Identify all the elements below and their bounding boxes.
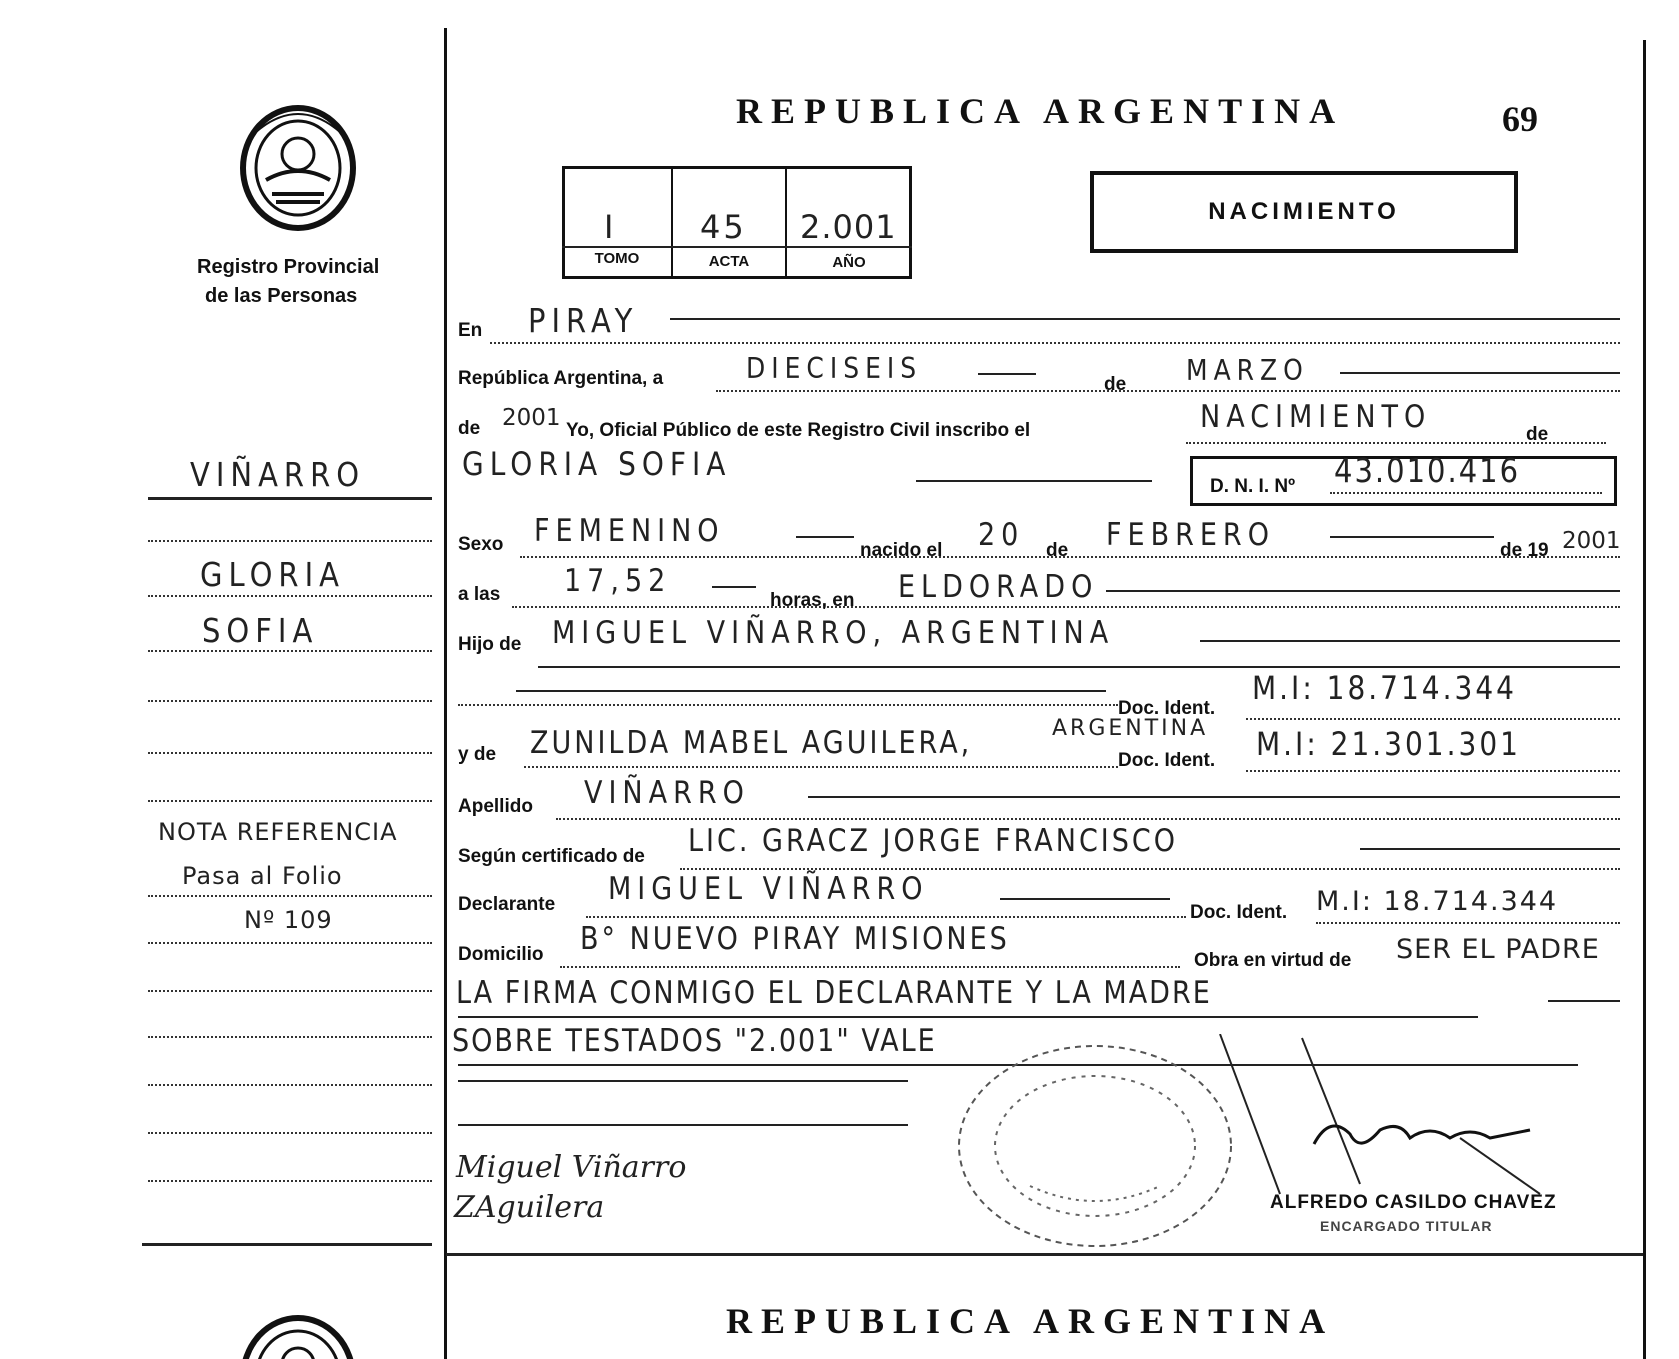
dotted-line	[680, 868, 1620, 870]
label-republica: República Argentina, a	[458, 368, 664, 389]
signature-father: Miguel Viñarro	[456, 1150, 687, 1185]
left-border-line	[444, 28, 447, 1359]
ano-label: AÑO	[832, 254, 866, 271]
dotted-line	[1246, 718, 1620, 720]
margin-bottom-rule	[142, 1243, 432, 1246]
official-stamp	[950, 1036, 1240, 1256]
margin-note-line1: NOTA REFERENCIA	[158, 818, 398, 846]
official-signature	[1210, 1034, 1570, 1204]
dotted-line	[520, 556, 1620, 558]
place-value: PIRAY	[528, 300, 639, 340]
label-hijo-de: Hijo de	[458, 634, 522, 655]
fill-line	[516, 690, 1106, 692]
fill-line	[458, 1016, 1478, 1018]
dotted-line	[1246, 770, 1620, 772]
surname-value: VIÑARRO	[584, 775, 750, 811]
margin-dotted-line	[148, 650, 432, 652]
label-domicilio: Domicilio	[458, 944, 544, 965]
footer-country-title: REPUBLICA ARGENTINA	[726, 1301, 1335, 1341]
address-value: B° NUEVO PIRAY MISIONES	[580, 921, 1010, 957]
month-value: MARZO	[1186, 353, 1309, 387]
acta-value: 45	[700, 208, 747, 246]
fill-line	[1340, 372, 1620, 374]
mother-nationality-value: ARGENTINA	[1052, 716, 1209, 741]
label-apellido: Apellido	[458, 796, 533, 817]
country-title: REPUBLICA ARGENTINA	[736, 91, 1345, 131]
remarks-line-2: SOBRE TESTADOS "2.001" VALE	[452, 1023, 937, 1059]
label-en: En	[458, 320, 483, 341]
margin-note-line3: Nº 109	[244, 906, 333, 934]
ano-value: 2.001	[800, 208, 897, 246]
fill-line	[808, 796, 1620, 798]
fill-line	[916, 480, 1152, 482]
record-type: NACIMIENTO	[1208, 198, 1400, 225]
margin-surname-rule	[148, 497, 432, 500]
birth-month-value: FEBRERO	[1106, 517, 1275, 553]
margin-dotted-line	[148, 990, 432, 992]
acta-label: ACTA	[708, 253, 750, 270]
label-doc-ident-1: Doc. Ident.	[1118, 698, 1216, 719]
label-de: de	[1104, 374, 1127, 395]
fill-line	[978, 373, 1036, 375]
provincial-seal-bottom	[236, 1312, 360, 1359]
dotted-line	[556, 818, 1620, 820]
fill-line	[458, 1080, 908, 1082]
label-yo-oficial: Yo, Oficial Público de este Registro Civil inscribo el	[566, 420, 1031, 441]
registry-name-line1: Registro Provincial	[197, 256, 380, 278]
tomo-label: TOMO	[594, 250, 640, 267]
margin-dotted-line	[148, 540, 432, 542]
dotted-line	[512, 606, 1620, 608]
fill-line	[1330, 536, 1494, 538]
father-value: MIGUEL VIÑARRO, ARGENTINA	[552, 615, 1115, 651]
provincial-seal	[236, 102, 360, 234]
label-horas-en: horas, en	[770, 590, 855, 611]
margin-dotted-line	[148, 800, 432, 802]
fill-line	[1000, 898, 1170, 900]
birth-day-value: 20	[978, 517, 1025, 553]
label-a-las: a las	[458, 584, 501, 605]
fill-line	[538, 666, 1620, 668]
margin-given-name-1: GLORIA	[200, 554, 345, 594]
fill-line	[1200, 640, 1620, 642]
label-de-birth: de	[1046, 540, 1069, 561]
year-value: 2001	[502, 405, 561, 431]
label-dni: D. N. I. Nº	[1210, 476, 1296, 497]
fill-line	[796, 536, 854, 538]
label-sexo: Sexo	[458, 534, 504, 555]
margin-dotted-line	[148, 700, 432, 702]
dni-value: 43.010.416	[1334, 450, 1521, 490]
dotted-line	[524, 766, 1118, 768]
label-y-de: y de	[458, 744, 497, 765]
signature-mother: ZAguilera	[454, 1190, 605, 1225]
record-box-divider	[785, 166, 787, 279]
official-title: ENCARGADO TITULAR	[1320, 1218, 1493, 1234]
margin-dotted-line	[148, 1180, 432, 1182]
margin-dotted-line	[148, 1084, 432, 1086]
page-number: 69	[1502, 99, 1538, 139]
certificate-value: LIC. GRACZ JORGE FRANCISCO	[688, 823, 1179, 859]
margin-given-name-2: SOFIA	[202, 610, 319, 650]
record-box-divider	[671, 166, 673, 279]
fill-line	[670, 318, 1620, 320]
act-type-value: NACIMIENTO	[1200, 399, 1432, 435]
dotted-line	[490, 342, 1620, 344]
capacity-value: SER EL PADRE	[1396, 934, 1600, 965]
fill-line	[1360, 848, 1620, 850]
official-name: ALFREDO CASILDO CHAVEZ	[1270, 1192, 1557, 1213]
father-doc-value: M.I: 18.714.344	[1252, 669, 1517, 707]
mother-value: ZUNILDA MABEL AGUILERA,	[530, 725, 973, 761]
label-declarante: Declarante	[458, 894, 556, 915]
birth-year-value: 2001	[1562, 528, 1621, 554]
dotted-line	[560, 966, 1180, 968]
name-value: GLORIA SOFIA	[462, 445, 732, 483]
dotted-line	[458, 704, 1118, 706]
label-de-end: de	[1526, 424, 1549, 445]
label-nacido-el: nacido el	[860, 540, 943, 561]
label-doc-ident-2: Doc. Ident.	[1118, 750, 1216, 771]
label-segun: Según certificado de	[458, 846, 645, 867]
label-de-19-birth: de 19	[1500, 540, 1549, 561]
bottom-rule	[446, 1253, 1643, 1256]
margin-dotted-line	[148, 895, 432, 897]
day-value: DIECISEIS	[746, 351, 923, 385]
label-obra: Obra en virtud de	[1194, 950, 1352, 971]
fill-line	[712, 586, 756, 588]
dotted-line	[716, 390, 1620, 392]
birth-place-value: ELDORADO	[898, 569, 1099, 605]
dotted-line	[1330, 492, 1602, 494]
tomo-value: I	[604, 208, 617, 246]
margin-dotted-line	[148, 595, 432, 597]
label-doc-ident-3: Doc. Ident.	[1190, 902, 1288, 923]
hour-value: 17,52	[564, 563, 672, 599]
fill-line	[1548, 1000, 1620, 1002]
remarks-line-1: LA FIRMA CONMIGO EL DECLARANTE Y LA MADRE	[456, 975, 1212, 1011]
mother-doc-value: M.I: 21.301.301	[1256, 725, 1521, 763]
dotted-line	[586, 916, 1186, 918]
margin-dotted-line	[148, 1132, 432, 1134]
fill-line	[1106, 590, 1620, 592]
record-box-label-rule	[562, 246, 912, 248]
margin-dotted-line	[148, 1036, 432, 1038]
right-border-line	[1643, 40, 1646, 1359]
label-de-19: de	[458, 418, 481, 439]
registry-name-line2: de las Personas	[205, 285, 358, 307]
sex-value: FEMENINO	[534, 513, 725, 549]
margin-surname: VIÑARRO	[190, 454, 366, 494]
dotted-line	[1316, 922, 1620, 924]
fill-line	[458, 1124, 908, 1126]
margin-note-line2: Pasa al Folio	[182, 862, 343, 890]
declarant-doc-value: M.I: 18.714.344	[1316, 886, 1559, 917]
margin-dotted-line	[148, 752, 432, 754]
margin-dotted-line	[148, 942, 432, 944]
declarant-value: MIGUEL VIÑARRO	[608, 871, 929, 907]
